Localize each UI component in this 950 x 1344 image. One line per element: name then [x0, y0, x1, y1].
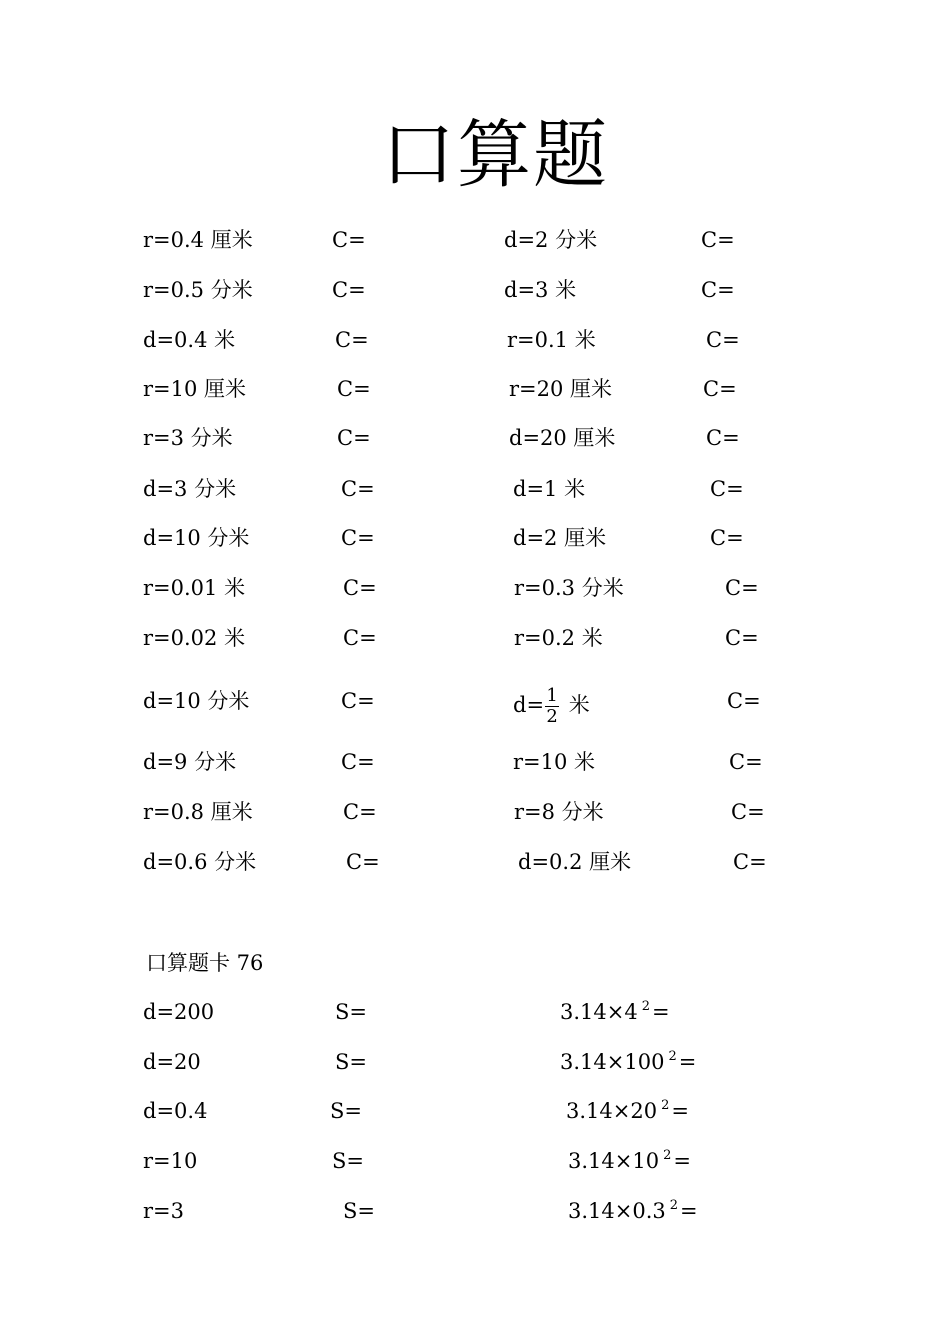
given-value-fraction [513, 686, 590, 727]
exercise-row [0, 423, 950, 453]
exercise-row [0, 374, 950, 404]
fraction-unit: 米 [568, 693, 590, 717]
exercise-row [0, 747, 950, 777]
exercise-row [0, 523, 950, 553]
exercise-row [0, 325, 950, 355]
calc-base: 3.14×100 [560, 1050, 665, 1074]
fraction-prefix: d= [513, 693, 545, 717]
answer-prompt: C= [731, 800, 765, 824]
answer-prompt: S= [332, 1149, 364, 1173]
exercise-row [0, 275, 950, 305]
calculation [566, 1096, 689, 1130]
answer-prompt: C= [332, 278, 366, 302]
answer-prompt: S= [343, 1199, 375, 1223]
answer-prompt: C= [341, 526, 375, 550]
exercise-row [0, 1096, 950, 1126]
answer-prompt: C= [710, 477, 744, 501]
calc-equals: = [680, 1199, 698, 1223]
answer-prompt: C= [346, 850, 380, 874]
calc-base: 3.14×10 [568, 1149, 660, 1173]
calc-equals: = [671, 1099, 689, 1123]
exercise-row [0, 847, 950, 877]
answer-prompt: C= [341, 689, 375, 713]
calculation [568, 1196, 698, 1230]
given-value: d=2 分米 [504, 228, 598, 252]
calc-equals: = [652, 1000, 670, 1024]
given-value: d=20 [143, 1050, 201, 1074]
given-value: r=20 厘米 [509, 377, 613, 401]
given-value: d=10 分米 [143, 689, 250, 713]
answer-prompt: C= [343, 576, 377, 600]
calculation [560, 1047, 696, 1081]
calc-exponent: 2 [669, 1198, 679, 1213]
exercise-row [0, 797, 950, 827]
given-value: r=10 厘米 [143, 377, 247, 401]
exercise-row [0, 1196, 950, 1226]
given-value: r=3 [143, 1199, 184, 1223]
given-value: r=8 分米 [514, 800, 604, 824]
answer-prompt: S= [330, 1099, 362, 1123]
exercise-row [0, 623, 950, 653]
section-title: 口算题卡 76 [146, 951, 264, 975]
fraction-denominator: 2 [546, 706, 558, 727]
given-value: d=1 米 [513, 477, 586, 501]
calculation [560, 997, 670, 1031]
answer-prompt: C= [701, 228, 735, 252]
given-value: d=3 米 [504, 278, 577, 302]
calc-exponent: 2 [641, 999, 650, 1014]
page-title: 口算题 [381, 112, 609, 198]
answer-prompt: S= [335, 1050, 367, 1074]
answer-prompt: C= [706, 426, 740, 450]
answer-prompt: C= [332, 228, 366, 252]
given-value: d=0.4 [143, 1099, 208, 1123]
given-value: r=0.01 米 [143, 576, 246, 600]
given-value: r=0.5 分米 [143, 278, 253, 302]
given-value: r=0.2 米 [514, 626, 603, 650]
given-value: r=0.8 厘米 [143, 800, 253, 824]
given-value: d=9 分米 [143, 750, 237, 774]
answer-prompt: S= [335, 1000, 367, 1024]
fraction-numerator: 1 [546, 685, 558, 706]
calc-base: 3.14×0.3 [568, 1199, 666, 1223]
answer-prompt: C= [341, 750, 375, 774]
answer-prompt: C= [733, 850, 767, 874]
answer-prompt: C= [701, 278, 735, 302]
given-value: r=0.1 米 [507, 328, 596, 352]
exercise-row [0, 474, 950, 504]
given-value: r=0.02 米 [143, 626, 246, 650]
calc-exponent: 2 [663, 1148, 672, 1163]
exercise-row [0, 1146, 950, 1176]
given-value: d=20 厘米 [509, 426, 616, 450]
calc-equals: = [673, 1149, 691, 1173]
exercise-row [0, 997, 950, 1027]
calc-equals: = [678, 1050, 697, 1074]
answer-prompt: C= [725, 576, 759, 600]
given-value: r=0.4 厘米 [143, 228, 253, 252]
fraction [545, 686, 559, 727]
calc-base: 3.14×20 [566, 1099, 658, 1123]
answer-prompt: C= [335, 328, 369, 352]
answer-prompt: C= [729, 750, 763, 774]
calc-exponent: 2 [668, 1049, 677, 1064]
exercise-row [0, 573, 950, 603]
exercise-row [0, 1047, 950, 1077]
given-value: d=2 厘米 [513, 526, 607, 550]
exercise-row [0, 685, 950, 727]
given-value: r=3 分米 [143, 426, 233, 450]
given-value: d=0.4 米 [143, 328, 236, 352]
calculation [568, 1146, 691, 1180]
answer-prompt: C= [710, 526, 744, 550]
answer-prompt: C= [725, 626, 759, 650]
answer-prompt: C= [703, 377, 737, 401]
answer-prompt: C= [706, 328, 740, 352]
exercise-row [0, 225, 950, 255]
answer-prompt: C= [341, 477, 375, 501]
calc-exponent: 2 [661, 1098, 670, 1113]
answer-prompt: C= [343, 800, 377, 824]
answer-prompt: C= [343, 626, 377, 650]
given-value: d=10 分米 [143, 526, 250, 550]
given-value: d=200 [143, 1000, 215, 1024]
given-value: r=0.3 分米 [514, 576, 624, 600]
given-value: r=10 米 [513, 750, 596, 774]
answer-prompt: C= [727, 689, 761, 713]
given-value: d=0.6 分米 [143, 850, 257, 874]
calc-base: 3.14×4 [560, 1000, 638, 1024]
given-value: r=10 [143, 1149, 198, 1173]
answer-prompt: C= [337, 377, 371, 401]
given-value: d=0.2 厘米 [518, 850, 632, 874]
given-value: d=3 分米 [143, 477, 237, 501]
answer-prompt: C= [337, 426, 371, 450]
